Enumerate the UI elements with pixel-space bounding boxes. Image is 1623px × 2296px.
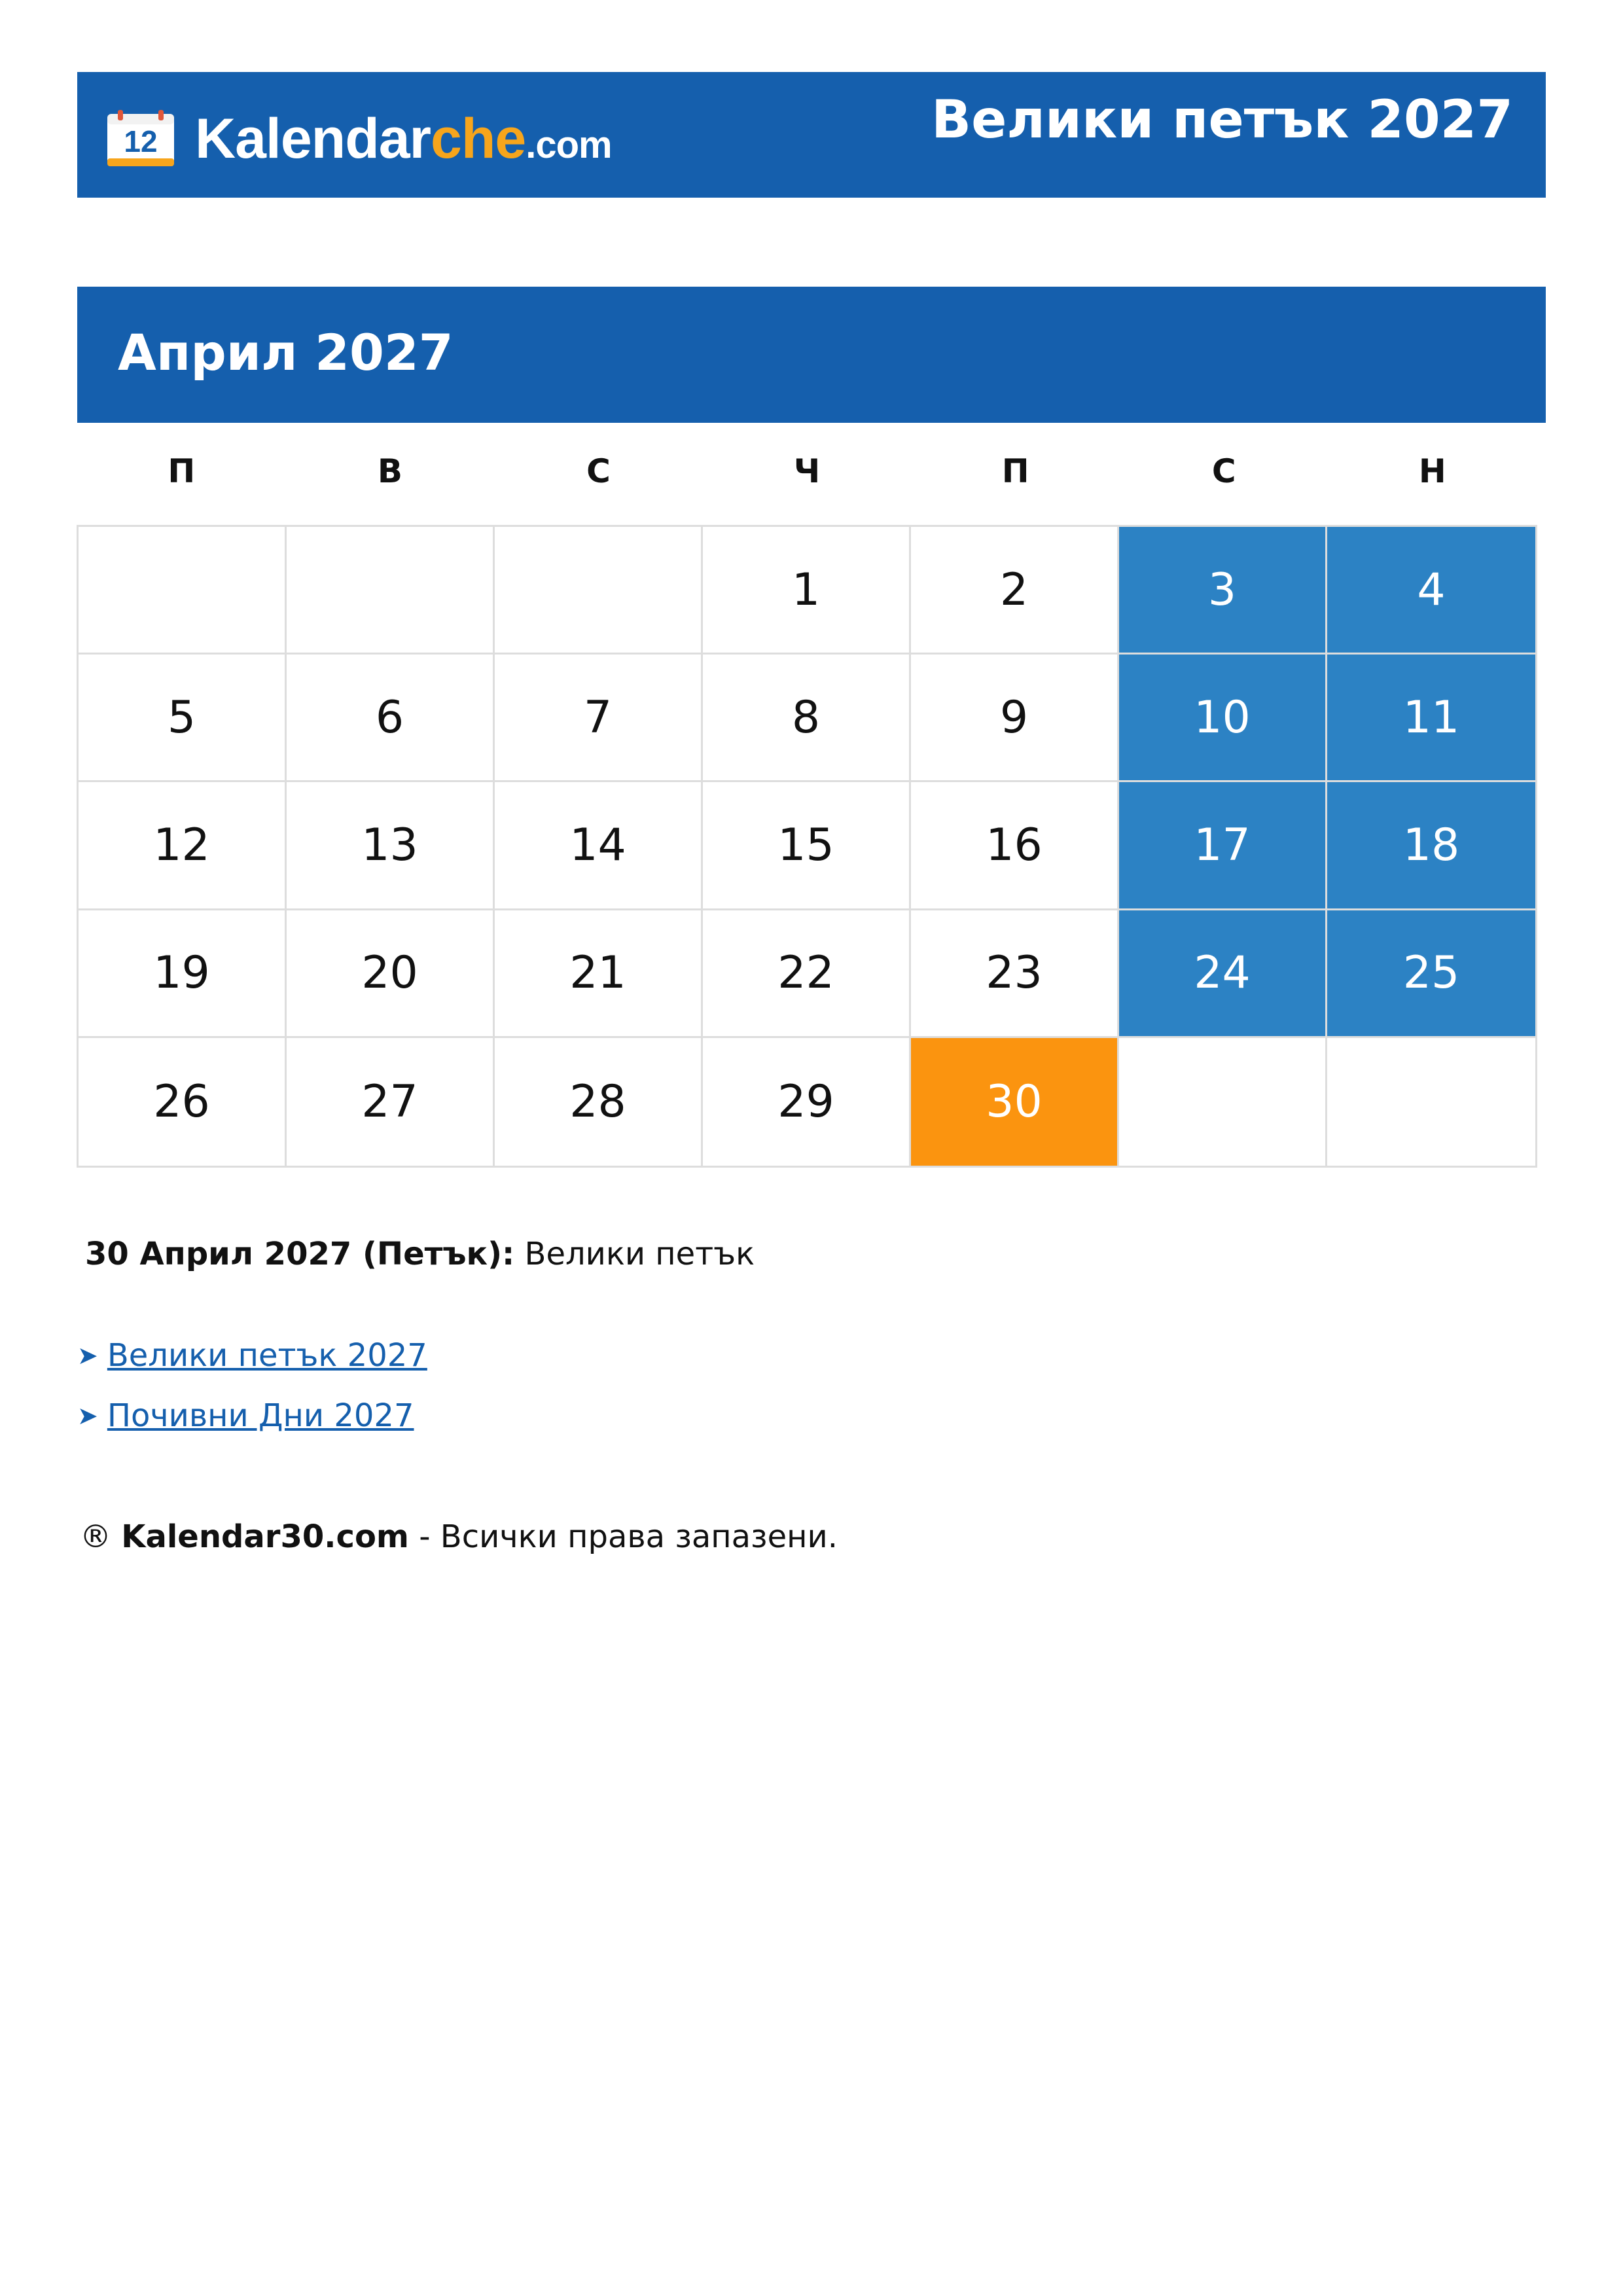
holiday-date: 30 Април 2027 (Петък): — [85, 1236, 515, 1272]
day-cell-25[interactable]: 25 — [1327, 910, 1535, 1038]
day-cell-6[interactable]: 6 — [287, 655, 495, 782]
registered-icon: ® — [80, 1518, 111, 1555]
day-cell-17[interactable]: 17 — [1119, 782, 1327, 910]
calendar-grid — [77, 525, 1537, 1168]
day-cell-19[interactable]: 19 — [79, 910, 287, 1038]
footer-brand[interactable]: Kalendar30.com — [121, 1518, 409, 1555]
day-cell-empty — [495, 527, 703, 655]
weekday-label: Н — [1418, 452, 1446, 490]
day-cell-26[interactable]: 26 — [79, 1038, 287, 1166]
site-logo[interactable] — [106, 106, 612, 171]
weekday-label: С — [586, 452, 611, 490]
page-title: Велики петък 2027 — [931, 89, 1513, 150]
day-cell-7[interactable]: 7 — [495, 655, 703, 782]
day-cell-21[interactable]: 21 — [495, 910, 703, 1038]
footer — [80, 1518, 838, 1555]
day-cell-4[interactable]: 4 — [1327, 527, 1535, 655]
weekday-label: С — [1211, 452, 1236, 490]
day-cell-23[interactable]: 23 — [911, 910, 1119, 1038]
day-cell-30[interactable]: 30 — [911, 1038, 1119, 1166]
holiday-note — [85, 1236, 755, 1272]
day-cell-20[interactable]: 20 — [287, 910, 495, 1038]
day-cell-8[interactable]: 8 — [703, 655, 911, 782]
day-cell-empty — [1119, 1038, 1327, 1166]
month-header — [77, 287, 1546, 423]
day-cell-12[interactable]: 12 — [79, 782, 287, 910]
logo-text-accent: che — [431, 107, 526, 170]
footer-rights-text: - Всички права запазени. — [408, 1518, 838, 1555]
day-cell-29[interactable]: 29 — [703, 1038, 911, 1166]
day-cell-10[interactable]: 10 — [1119, 655, 1327, 782]
arrow-right-icon: ➤ — [77, 1341, 98, 1370]
link-holidays-2027[interactable]: Почивни Дни 2027 — [107, 1397, 414, 1434]
day-cell-5[interactable]: 5 — [79, 655, 287, 782]
calendar-icon — [106, 110, 175, 168]
day-cell-11[interactable]: 11 — [1327, 655, 1535, 782]
day-cell-18[interactable]: 18 — [1327, 782, 1535, 910]
logo-text-tld: .com — [526, 123, 612, 166]
day-cell-1[interactable]: 1 — [703, 527, 911, 655]
link-item[interactable] — [77, 1393, 427, 1439]
day-cell-28[interactable]: 28 — [495, 1038, 703, 1166]
weekday-label: В — [377, 452, 402, 490]
day-cell-13[interactable]: 13 — [287, 782, 495, 910]
header-bar — [77, 72, 1546, 198]
weekday-header-row — [77, 445, 1537, 497]
day-cell-27[interactable]: 27 — [287, 1038, 495, 1166]
day-cell-22[interactable]: 22 — [703, 910, 911, 1038]
month-title: Април 2027 — [118, 323, 454, 382]
arrow-right-icon: ➤ — [77, 1401, 98, 1430]
logo-text — [195, 107, 612, 171]
day-cell-empty — [287, 527, 495, 655]
day-cell-empty — [1327, 1038, 1535, 1166]
day-cell-3[interactable]: 3 — [1119, 527, 1327, 655]
logo-text-main: Kalendar — [195, 107, 431, 170]
day-cell-14[interactable]: 14 — [495, 782, 703, 910]
related-links — [77, 1333, 427, 1453]
weekday-label: Ч — [793, 452, 821, 490]
calendar-icon-number: 12 — [124, 124, 158, 158]
day-cell-15[interactable]: 15 — [703, 782, 911, 910]
day-cell-24[interactable]: 24 — [1119, 910, 1327, 1038]
link-item[interactable] — [77, 1333, 427, 1378]
day-cell-16[interactable]: 16 — [911, 782, 1119, 910]
link-good-friday-2027[interactable]: Велики петък 2027 — [107, 1337, 427, 1374]
day-cell-empty — [79, 527, 287, 655]
day-cell-2[interactable]: 2 — [911, 527, 1119, 655]
day-cell-9[interactable]: 9 — [911, 655, 1119, 782]
holiday-name: Велики петък — [524, 1236, 755, 1272]
weekday-label: П — [168, 452, 196, 490]
weekday-label: П — [1001, 452, 1029, 490]
